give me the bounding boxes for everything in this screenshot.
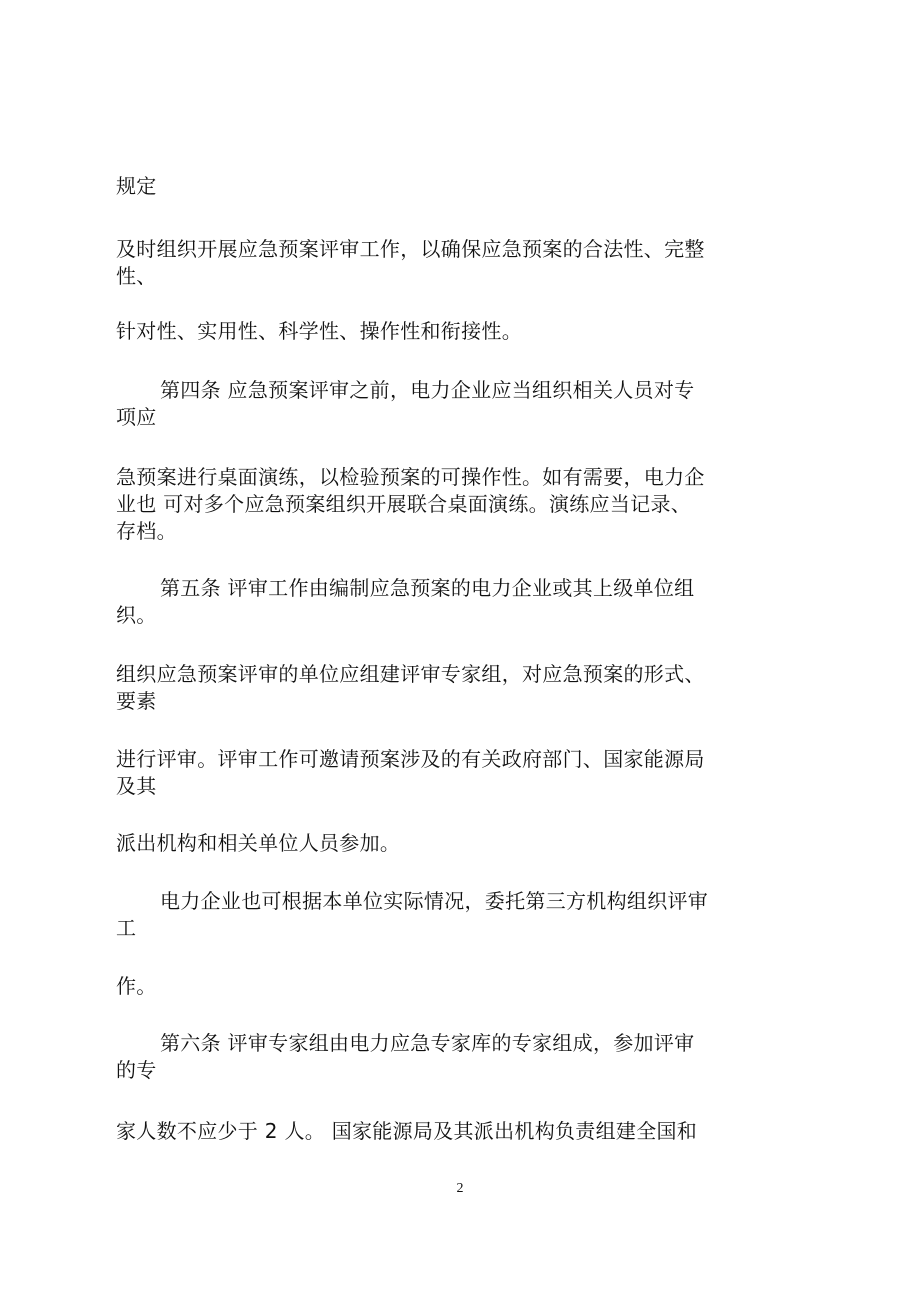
text-line: 的专 bbox=[116, 1058, 157, 1082]
text-line: 规定 bbox=[116, 174, 157, 198]
article-heading-line: 第六条 评审专家组由电力应急专家库的专家组成，参加评审 bbox=[160, 1031, 695, 1055]
paragraph-start-line: 电力企业也可根据本单位实际情况，委托第三方机构组织评审 bbox=[160, 889, 709, 913]
text-line: 进行评审。评审工作可邀请预案涉及的有关政府部门、国家能源局 bbox=[116, 747, 705, 771]
text-line: 项应 bbox=[116, 405, 157, 429]
text-line: 急预案进行桌面演练，以检验预案的可操作性。如有需要，电力企 bbox=[116, 465, 705, 489]
text-line: 及时组织开展应急预案评审工作，以确保应急预案的合法性、完整 bbox=[116, 237, 705, 261]
text-line: 存档。 bbox=[116, 519, 177, 543]
text-line: 及其 bbox=[116, 774, 157, 798]
text-line: 性、 bbox=[116, 264, 157, 288]
text-line: 工 bbox=[116, 916, 137, 940]
text-line: 派出机构和相关单位人员参加。 bbox=[116, 831, 401, 855]
article-heading-line: 第四条 应急预案评审之前，电力企业应当组织相关人员对专 bbox=[160, 378, 695, 402]
text-line: 组织应急预案评审的单位应组建评审专家组，对应急预案的形式、 bbox=[116, 662, 705, 686]
page-number: 2 bbox=[456, 1181, 464, 1196]
article-heading-line: 第五条 评审工作由编制应急预案的电力企业或其上级单位组 bbox=[160, 576, 695, 600]
text-line: 要素 bbox=[116, 689, 157, 713]
text-line: 业也 可对多个应急预案组织开展联合桌面演练。演练应当记录、 bbox=[116, 492, 692, 516]
text-line: 作。 bbox=[116, 974, 157, 998]
text-line: 织。 bbox=[116, 603, 157, 627]
text-line: 家人数不应少于 2 人。 国家能源局及其派出机构负责组建全国和 bbox=[116, 1119, 698, 1143]
text-line: 针对性、实用性、科学性、操作性和衔接性。 bbox=[116, 319, 522, 343]
